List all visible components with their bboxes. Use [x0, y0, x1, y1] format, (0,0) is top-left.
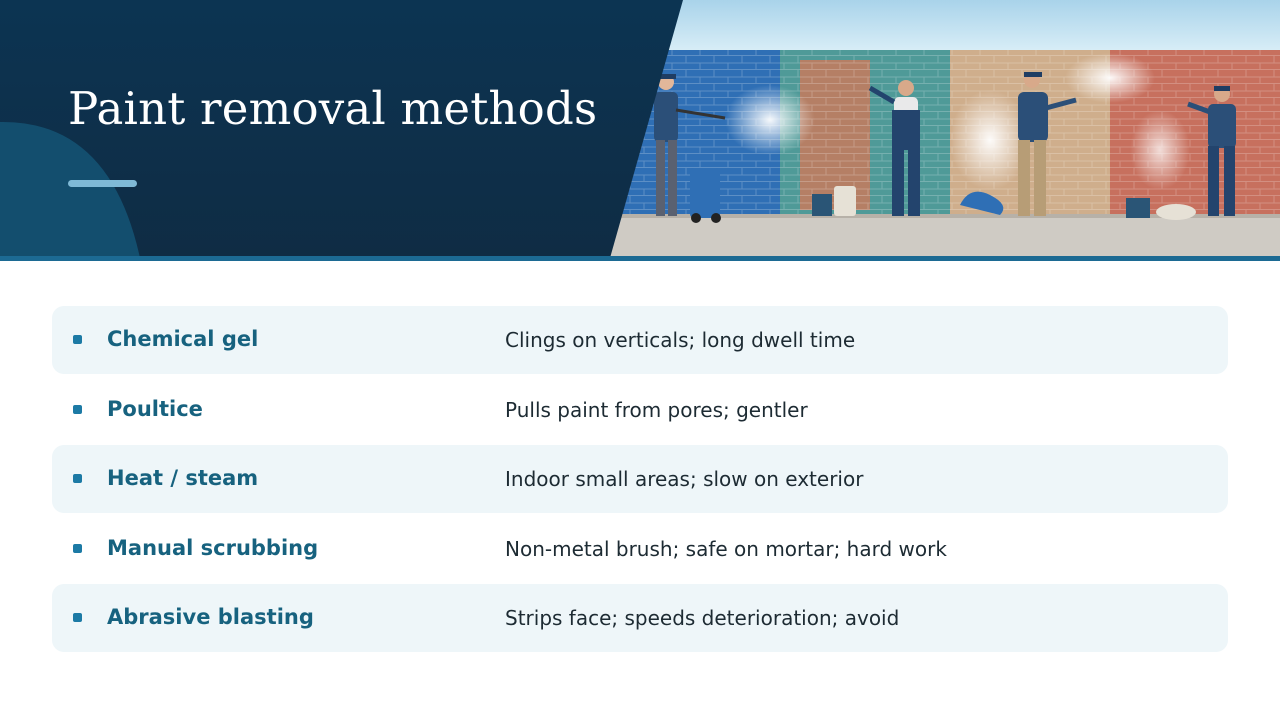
method-description: Indoor small areas; slow on exterior	[505, 467, 864, 491]
square-bullet-icon	[73, 335, 82, 344]
list-item	[52, 376, 1228, 444]
list-item	[52, 445, 1228, 513]
header-divider	[0, 256, 1280, 261]
method-name: Manual scrubbing	[107, 535, 319, 560]
list-item	[52, 306, 1228, 374]
slide-title: Paint removal methods	[68, 82, 598, 135]
method-description: Strips face; speeds deterioration; avoid	[505, 606, 900, 630]
list-item	[52, 584, 1228, 652]
square-bullet-icon	[73, 613, 82, 622]
list-item	[52, 515, 1228, 583]
method-name: Chemical gel	[107, 327, 259, 351]
method-name: Abrasive blasting	[107, 605, 314, 629]
methods-list	[52, 306, 1228, 654]
header-banner	[0, 0, 1280, 262]
square-bullet-icon	[73, 405, 82, 414]
method-description: Pulls paint from pores; gentler	[505, 397, 808, 422]
square-bullet-icon	[73, 544, 82, 553]
method-name: Poultice	[107, 396, 203, 421]
method-description: Clings on verticals; long dwell time	[505, 328, 856, 352]
title-accent-bar	[68, 180, 137, 187]
square-bullet-icon	[73, 474, 82, 483]
method-description: Non-metal brush; safe on mortar; hard work	[505, 536, 947, 561]
method-name: Heat / steam	[107, 466, 259, 490]
